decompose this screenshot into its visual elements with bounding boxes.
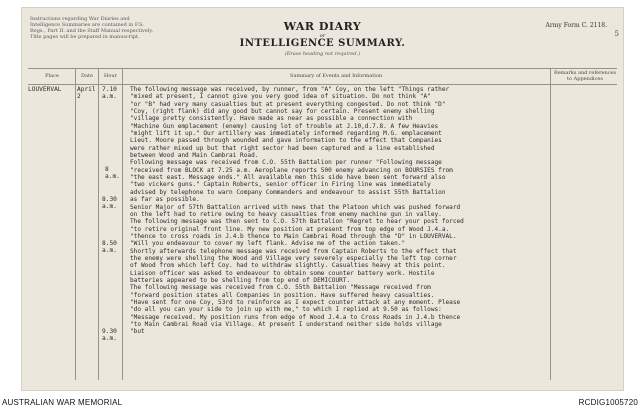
summary-line: Shortly afterwards telephone message was received from Captain Roberts to the effect that bbox=[130, 247, 457, 255]
summary-line: "Have sent for one Coy, 53rd to reinforce as I expect counter attack at any moment. Please bbox=[130, 298, 461, 306]
column-header-date: Date bbox=[81, 73, 93, 79]
summary-line: "mixed at present, I cannot give you very good idea of situation. Do not think "A" bbox=[130, 93, 431, 101]
summary-line: "Will you endeavour to cover my left flank. Advise me of the action taken." bbox=[130, 240, 406, 248]
summary-line: "or "B" had very many casualties but at present everything congested. Do not think "D" bbox=[130, 100, 446, 108]
summary-line: "two vickers guns." Captain Roberts, senior officer in Firing line was immediately bbox=[130, 181, 431, 189]
summary-line: "received from BLOCK at 7.25 a.m. Aeroplane reports 500 enemy advancing on BOURSIES from bbox=[130, 166, 453, 174]
entry-hour: 8.50 a.m. bbox=[102, 240, 117, 255]
summary-line: on the left had to retire owing to heavy casualties from enemy machine gun in valley. bbox=[130, 210, 442, 218]
title-intelligence-summary: INTELLIGENCE SUMMARY. bbox=[239, 38, 406, 49]
entry-place: LOUVERVAL bbox=[28, 86, 62, 93]
column-header-summary: Summary of Events and Information bbox=[289, 73, 383, 79]
summary-line: between Wood and Main Cambrai Road. bbox=[130, 152, 259, 160]
archive-credit: AUSTRALIAN WAR MEMORIAL bbox=[2, 398, 123, 407]
title-or: or bbox=[319, 33, 326, 39]
entry-hour: 8 a.m. bbox=[105, 166, 120, 181]
table-header-rule bbox=[28, 84, 617, 85]
summary-line: Senior Major of 57th Battalion arrived with news that the Platoon which was pushed forward bbox=[130, 203, 461, 211]
column-divider bbox=[550, 68, 551, 380]
summary-line: Following message was received from C.O. 55th Battalion per runner "Following message bbox=[130, 159, 442, 167]
column-divider bbox=[75, 68, 76, 380]
erase-heading-note: (Erase heading not required.) bbox=[284, 51, 361, 57]
entry-hour: 7.10 a.m. bbox=[102, 86, 117, 101]
diary-page bbox=[21, 7, 624, 391]
summary-line: The following message was received from C.O. 55th Battalion "Message received from bbox=[130, 284, 431, 292]
summary-line: Liaison officer was asked to endeavour to obtain some counter battery work. Hostile bbox=[130, 269, 435, 277]
summary-line: "thence to cross roads in J.4.b thence to Main Cambrai Road through the "D" in LOUVERVAL. bbox=[130, 232, 457, 240]
entry-date: April 2 bbox=[77, 86, 96, 101]
column-header-hour: Hour bbox=[104, 73, 117, 79]
summary-line: batteries appeared to be shelling from top end of DEMICOURT. bbox=[130, 276, 351, 284]
summary-line: "but bbox=[130, 328, 145, 336]
column-divider bbox=[122, 68, 123, 380]
summary-line: "to retire original front line. My new position at present from top edge of Wood J.4.a. bbox=[130, 225, 450, 233]
instructions-note: Instructions regarding War Diaries and Intelligence Summaries are contained in F.S. Regs., Part II. and the Staff Manual respectively. Title pages will be prepared in manuscript. bbox=[30, 16, 154, 40]
summary-line: "the east east. Message ends." All available men this side have been sent forward also bbox=[130, 174, 446, 182]
summary-line: of Wood from which left Coy. had to withdraw slightly. Casualties heavy at this point. bbox=[130, 262, 446, 270]
summary-line: advised by telephone to warn Company Commanders and endeavour to assist 55th Battalion bbox=[130, 188, 446, 196]
summary-line: "to Main Cambrai Road via Village. At present I understand neither side holds village bbox=[130, 321, 442, 328]
archive-reference: RCDIG1005720 bbox=[578, 398, 638, 407]
summary-line: the enemy were shelling the Wood and Village very severely especially the left top corner bbox=[130, 254, 457, 262]
summary-line: "Coy, (right flank) did any good but cannot say for certain. Present enemy shelling bbox=[130, 108, 435, 116]
summary-line: "might lift it up." Our artillery was immediately informed regarding M.G. emplacement bbox=[130, 130, 442, 138]
army-form-number: Army Form C. 2118. bbox=[545, 22, 607, 29]
summary-line: were rather mixed up but that right sector had been captured and a line established bbox=[130, 144, 435, 152]
title-war-diary: WAR DIARY bbox=[283, 20, 362, 33]
page-number: 5 bbox=[614, 30, 619, 38]
summary-line: Lieut. Moore passed through wounded and gave information to the effect that Companies bbox=[130, 137, 442, 145]
table-top-rule bbox=[28, 68, 617, 69]
summary-line: as far as possible. bbox=[130, 196, 200, 204]
summary-line: The following message was then sent to C.O. 57th Battalion "Regret to hear your post forced bbox=[130, 218, 464, 226]
entry-hour: 9.30 a.m. bbox=[102, 328, 117, 343]
summary-line: "Message received. My position runs from edge of Wood J.4.a to Cross Roads in J.4.b thence bbox=[130, 313, 461, 321]
entry-hour: 8.30 a.m. bbox=[102, 196, 117, 211]
summary-line: "Machine Gun emplacement (enemy) causing lot of trouble at J.10,d.7.8. A few Heavies bbox=[130, 122, 439, 130]
column-header-place: Place bbox=[45, 73, 59, 79]
summary-line: "forward position states all Companies in position. Have suffered heavy casualties. bbox=[130, 291, 435, 299]
column-header-remarks: Remarks and references to Appendices bbox=[553, 70, 617, 82]
summary-line: The following message was received, by runner, from "A" Coy, on the left "Things rather bbox=[130, 86, 450, 93]
column-divider bbox=[98, 68, 99, 380]
summary-line: "village pretty consistently. Have made as near as possible a connection with bbox=[130, 115, 413, 123]
summary-line: "do all you can your side to join up with me," to which I replied at 9.50 as follows: bbox=[130, 306, 442, 314]
summary-text bbox=[130, 86, 546, 336]
